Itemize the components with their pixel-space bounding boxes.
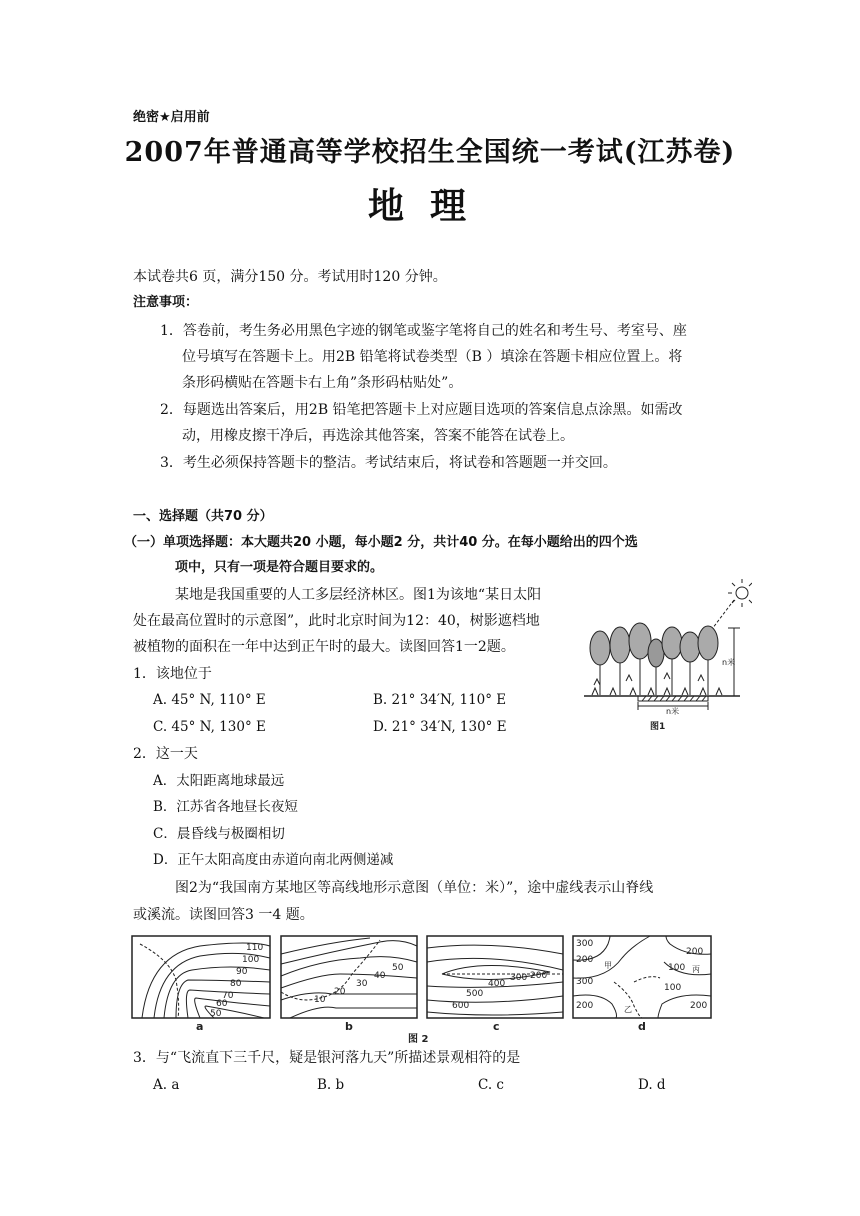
q1-option-b[interactable]: B. 21° 34′N, 110° E	[373, 692, 507, 708]
contour-label-a-2: 100	[242, 955, 260, 965]
q3-stem: 3．与“飞流直下三千尺，疑是银河落九天”所描述景观相符的是	[133, 1050, 521, 1066]
panel-label-a: a	[196, 1020, 204, 1033]
q2-option-b[interactable]: B．江苏省各地昼长夜短	[153, 799, 298, 815]
contour-label-a-5: 70	[222, 991, 234, 1001]
notice-1-line-2: 位号填写在答题卡上。用2B 铅笔将试卷类型（B ）填涂在答题卡相应位置上。将	[182, 349, 683, 365]
passage-2-line-2: 或溪流。读图回答3 一4 题。	[133, 907, 314, 923]
part-title-line-1: （一）单项选择题：本大题共20 小题，每小题2 分，共计40 分。在每小题给出的四个选	[124, 535, 638, 550]
q2-option-c[interactable]: C．晨昏线与极圈相切	[153, 826, 285, 842]
exam-title: 2007年普通高等学校招生全国统一考试(江苏卷)	[124, 137, 736, 168]
passage-2-line-1: 图2为“我国南方某地区等高线地形示意图（单位：米）”，途中虚线表示山脊线	[175, 880, 654, 896]
passage-1-line-2: 处在最高位置时的示意图”，此时北京时间为12：40，树影遮档地	[133, 613, 540, 629]
q3-option-a[interactable]: A. a	[153, 1077, 180, 1093]
q1-option-d[interactable]: D. 21° 34′N, 130° E	[373, 719, 507, 735]
contour-label-c-3: 400	[488, 979, 506, 989]
contour-panel-b	[281, 936, 417, 1018]
figure-1-caption: 图1	[650, 722, 666, 732]
figure-2-contour-maps	[130, 934, 714, 1046]
notice-3-line-1: 3．考生必须保持答题卡的整洁。考试结束后，将试卷和答题题一并交回。	[160, 455, 617, 471]
contour-label-b-1: 50	[392, 963, 404, 973]
passage-1-line-3: 被植物的面积在一年中达到正午时的最大。读图回答1一2题。	[133, 639, 515, 655]
contour-label-a-1: 110	[246, 943, 264, 953]
q1-option-c[interactable]: C. 45° N, 130° E	[153, 719, 266, 735]
subject-title: 地理	[367, 185, 492, 227]
place-label-jia: 甲	[604, 961, 612, 970]
q2-stem: 2．这一天	[133, 746, 198, 762]
panel-label-b: b	[345, 1020, 353, 1033]
figure-2-caption: 图 2	[408, 1034, 429, 1045]
ground-plants	[592, 673, 722, 695]
q3-option-b[interactable]: B. b	[317, 1077, 345, 1093]
contour-label-c-1: 600	[452, 1001, 470, 1011]
contour-label-d-2: 200	[576, 955, 594, 965]
q2-option-a[interactable]: A．太阳距离地球最远	[153, 773, 285, 789]
part-title-line-2: 项中，只有一项是符合题目要求的。	[175, 560, 384, 575]
q3-option-c[interactable]: C. c	[478, 1077, 504, 1093]
figure-1-diagram	[582, 573, 752, 733]
place-label-bing: 丙	[692, 965, 700, 974]
q2-option-d[interactable]: D．正午太阳高度由赤道向南北两侧递减	[153, 852, 394, 868]
contour-label-a-7: 50	[210, 1009, 222, 1019]
contour-label-a-6: 60	[216, 999, 228, 1009]
place-label-yi: 乙	[624, 1005, 632, 1014]
contour-label-b-5: 10	[314, 995, 326, 1005]
q1-stem: 1．该地位于	[133, 666, 212, 682]
contour-label-b-3: 30	[356, 979, 368, 989]
panel-label-d: d	[638, 1020, 646, 1033]
notice-1-line-3: 条形码横贴在答题卡右上角”条形码枯贴处”。	[182, 375, 463, 391]
contour-label-b-2: 40	[374, 971, 386, 981]
contour-label-c-4: 300	[510, 973, 528, 983]
contour-label-c-5: 200	[530, 971, 548, 981]
panel-label-c: c	[493, 1020, 500, 1033]
contour-label-b-4: 20	[334, 987, 346, 997]
sun-icon	[728, 579, 752, 607]
notice-2-line-1: 2．每题选出答案后，用2B 铅笔把答题卡上对应题目选项的答案信息点涂黑。如需改	[160, 402, 683, 418]
q1-option-a[interactable]: A. 45° N, 110° E	[153, 692, 266, 708]
notice-2-line-2: 动，用橡皮擦干净后，再选涂其他答案，答案不能答在试卷上。	[182, 428, 574, 444]
contour-label-d-5: 100	[664, 983, 682, 993]
contour-label-a-4: 80	[230, 979, 242, 989]
contour-label-d-6: 200	[690, 1001, 708, 1011]
width-label: n米	[666, 707, 680, 716]
contour-label-d-7: 200	[576, 1001, 594, 1011]
trees	[590, 623, 718, 695]
contour-label-c-2: 500	[466, 989, 484, 999]
height-label: n米	[722, 658, 736, 667]
paper-info: 本试卷共6 页，满分150 分。考试用时120 分钟。	[133, 269, 447, 285]
q3-option-d[interactable]: D. d	[638, 1077, 666, 1093]
notice-title: 注意事项：	[133, 295, 199, 310]
contour-label-d-8: 300	[576, 977, 594, 987]
confidential-label: 绝密★启用前	[133, 110, 210, 125]
section-title: 一、选择题（共70 分）	[133, 509, 273, 524]
notice-1-line-1: 1．答卷前，考生务必用黑色字迹的钢笔或鉴字笔将自己的姓名和考生号、考室号、座	[160, 323, 687, 339]
passage-1-line-1: 某地是我国重要的人工多层经济林区。图1为该地“某日太阳	[175, 587, 542, 603]
contour-label-d-4: 100	[668, 963, 686, 973]
contour-label-a-3: 90	[236, 967, 248, 977]
contour-label-d-3: 200	[686, 947, 704, 957]
contour-label-d-1: 300	[576, 939, 594, 949]
